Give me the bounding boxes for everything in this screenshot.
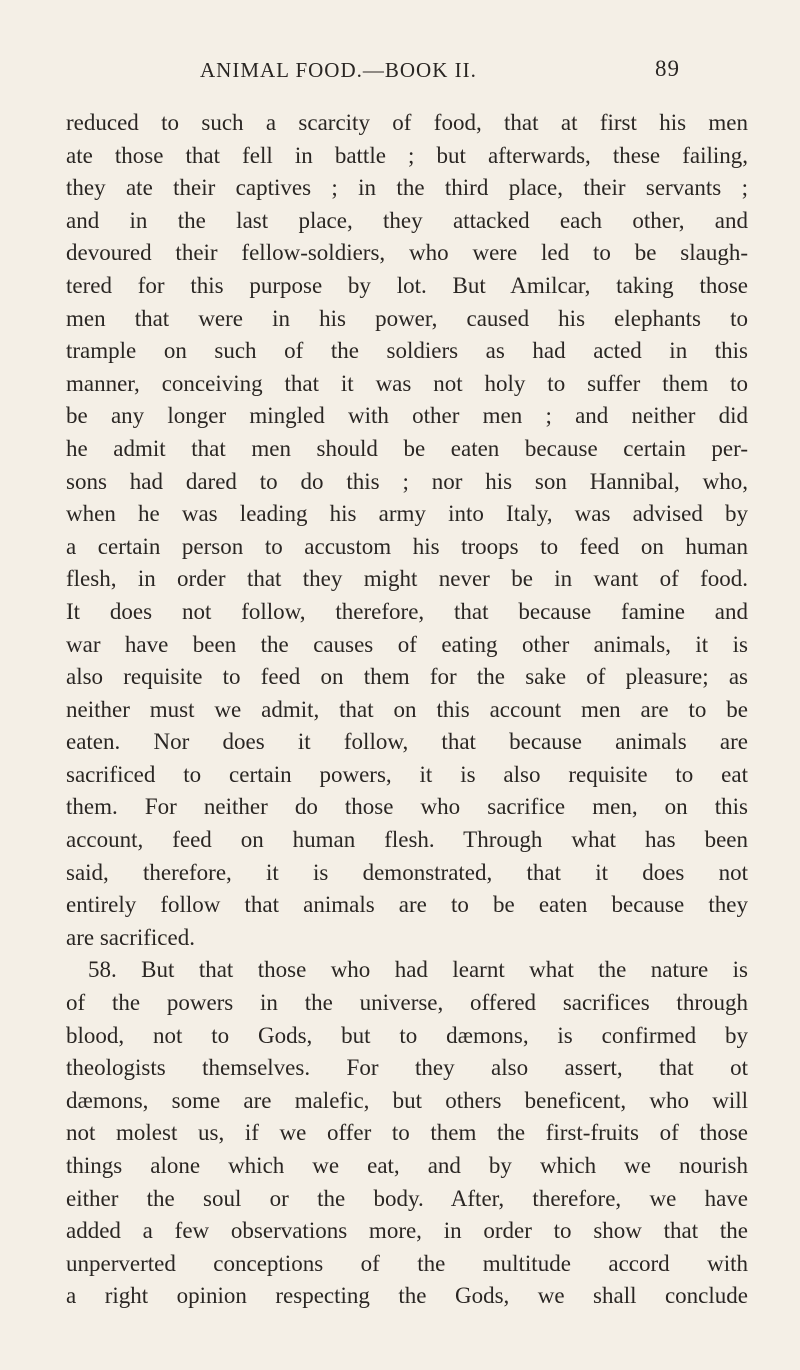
text-line: It does not follow, therefore, that because famine and: [66, 598, 748, 624]
text-line: them. For neither do those who sacrifice men, on this: [66, 794, 748, 820]
text-line: of the powers in the universe, offered sacrifices through: [66, 990, 748, 1016]
text-line: ate those that fell in battle ; but afterwards, these failing,: [66, 142, 748, 168]
text-line: reduced to such a scarcity of food, that at first his men: [66, 110, 748, 135]
text-line: theologists themselves. For they also assert, that ot: [66, 1055, 748, 1081]
text-line: not molest us, if we offer to them the first-fruits of those: [66, 1120, 748, 1146]
text-line: are sacrificed.: [66, 924, 195, 950]
text-line: eaten. Nor does it follow, that because animals are: [66, 729, 748, 755]
text-line: a certain person to accustom his troops to feed on human: [66, 533, 748, 559]
text-line: dæmons, some are malefic, but others beneficent, who will: [66, 1087, 748, 1113]
text-line: men that were in his power, caused his elephants to: [66, 305, 748, 331]
text-line: entirely follow that animals are to be eaten because they: [66, 892, 748, 918]
text-line: flesh, in order that they might never be in want of food.: [66, 566, 748, 592]
section-58-start: 58. But that those who had learnt what the nature is: [88, 957, 748, 983]
text-line: trample on such of the soldiers as had acted in this: [66, 338, 748, 364]
text-line: sons had dared to do this ; nor his son Hannibal, who,: [66, 468, 748, 494]
running-header: [200, 58, 680, 88]
text-line: he admit that men should be eaten because certain per-: [66, 435, 748, 461]
text-line: a right opinion respecting the Gods, we shall conclude: [66, 1283, 748, 1309]
text-line: and in the last place, they attacked each other, and: [66, 207, 748, 233]
page-number: 89: [655, 56, 680, 81]
text-line: added a few observations more, in order to show that the: [66, 1218, 748, 1244]
text-line: sacrificed to certain powers, it is also requisite to eat: [66, 761, 748, 787]
text-line: when he was leading his army into Italy, was advised by: [66, 501, 748, 527]
text-line: manner, conceiving that it was not holy to suffer them to: [66, 370, 748, 396]
text-line: they ate their captives ; in the third place, their servants ;: [66, 175, 748, 201]
text-line: be any longer mingled with other men ; and neither did: [66, 403, 748, 429]
text-line: also requisite to feed on them for the sake of pleasure; as: [66, 664, 748, 690]
text-line: war have been the causes of eating other animals, it is: [66, 631, 748, 657]
running-title: ANIMAL FOOD.—BOOK II.: [200, 58, 477, 82]
text-line: either the soul or the body. After, therefore, we have: [66, 1185, 748, 1211]
text-line: account, feed on human flesh. Through what has been: [66, 827, 748, 853]
body-text: [66, 107, 748, 1313]
text-line: neither must we admit, that on this account men are to be: [66, 696, 748, 722]
text-line: devoured their fellow-soldiers, who were led to be slaugh-: [66, 240, 748, 266]
text-line: blood, not to Gods, but to dæmons, is confirmed by: [66, 1022, 748, 1048]
text-line: tered for this purpose by lot. But Amilcar, taking those: [66, 272, 748, 298]
text-line: said, therefore, it is demonstrated, that it does not: [66, 859, 748, 885]
text-line: things alone which we eat, and by which we nourish: [66, 1153, 748, 1178]
text-line: unperverted conceptions of the multitude accord with: [66, 1250, 748, 1276]
